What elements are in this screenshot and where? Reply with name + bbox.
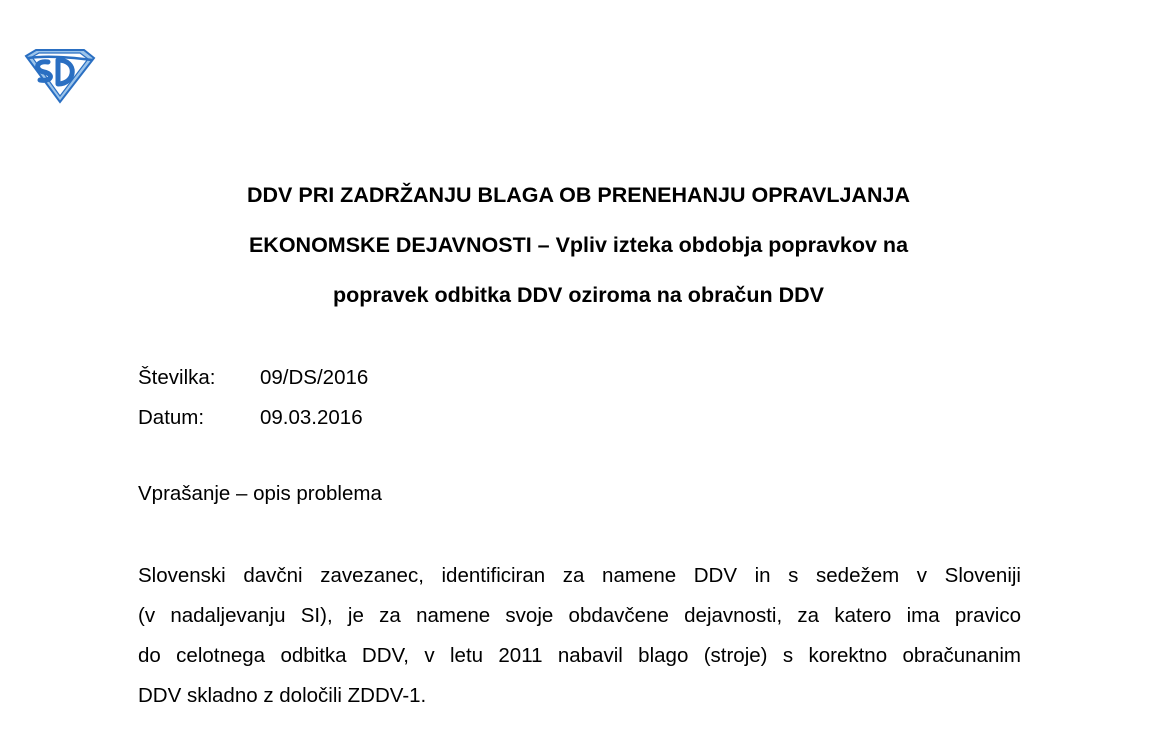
date-value: 09.03.2016: [260, 406, 363, 429]
body-paragraph: [138, 556, 1021, 716]
title-line: popravek odbitka DDV oziroma na obračun DDV: [332, 283, 824, 307]
number-row: [138, 358, 368, 398]
paragraph-line: DDV skladno z določili ZDDV-1.: [138, 684, 427, 707]
number-value: 09/DS/2016: [260, 366, 369, 389]
document-meta: [138, 358, 368, 438]
date-label: Datum:: [138, 406, 205, 429]
logo-icon: [22, 48, 96, 104]
title-line: EKONOMSKE DEJAVNOSTI – Vpliv izteka obdobja popravkov na: [248, 233, 909, 257]
paragraph-line: do celotnega odbitka DDV, v letu 2011 nabavil blago (stroje) s korektno obračunanim: [138, 644, 1021, 667]
paragraph-line: Slovenski davčni zavezanec, identificiran za namene DDV in s sedežem v Sloveniji: [138, 564, 1021, 587]
title-line: DDV PRI ZADRŽANJU BLAGA OB PRENEHANJU OPRAVLJANJA: [247, 183, 910, 207]
number-label: Številka:: [138, 366, 216, 389]
document-title: [100, 170, 1057, 320]
paragraph-line: (v nadaljevanju SI), je za namene svoje obdavčene dejavnosti, za katero ima pravico: [138, 604, 1021, 627]
date-row: [138, 398, 368, 438]
section-heading: Vprašanje – opis problema: [138, 482, 382, 505]
